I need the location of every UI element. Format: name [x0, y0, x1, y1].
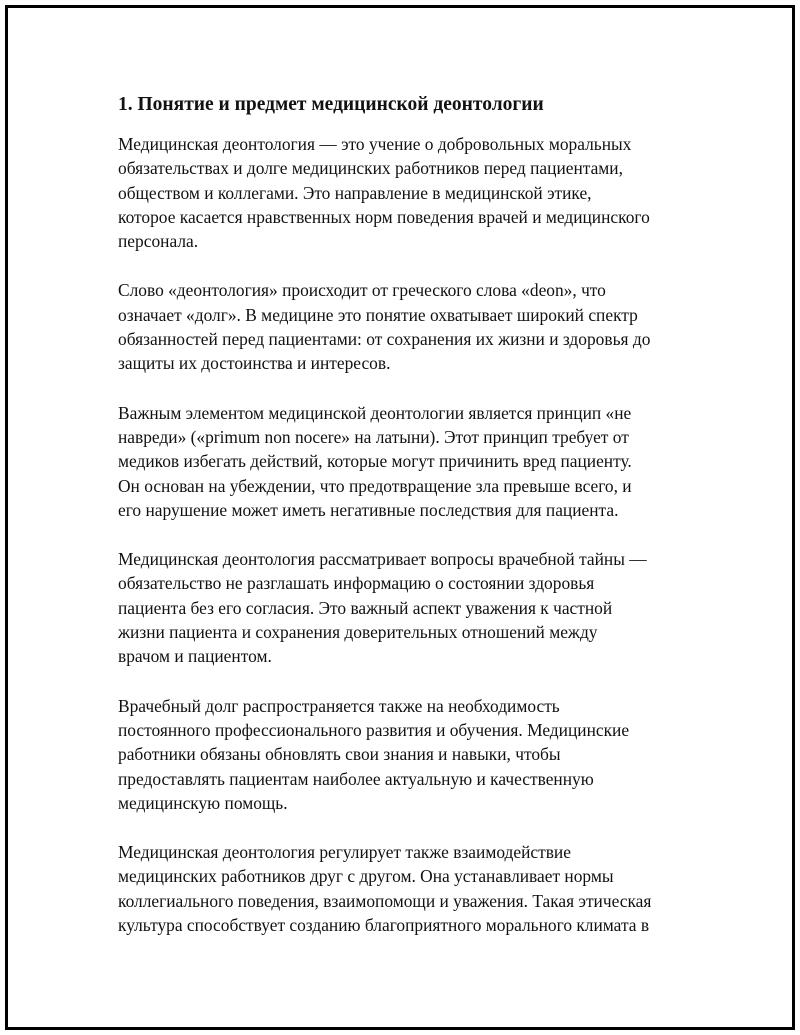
- text-line: Медицинская деонтология регулирует также взаимодействие: [118, 842, 571, 863]
- text-line: коллегиального поведения, взаимопомощи и уважения. Такая этическая: [118, 890, 652, 911]
- text-line: обязательство не разглашать информацию о состоянии здоровья: [118, 573, 595, 594]
- text-line: жизни пациента и сохранения доверительных отношений между: [118, 622, 598, 643]
- paragraph-do-no-harm: [118, 401, 698, 522]
- text-line: которое касается нравственных норм поведения врачей и медицинского: [118, 206, 650, 227]
- section-heading: 1. Понятие и предмет медицинской деонтологии: [118, 94, 544, 115]
- text-line: Слово «деонтология» происходит от греческого слова «deon», что: [118, 280, 606, 301]
- text-line: Важным элементом медицинской деонтологии является принцип «не: [118, 402, 632, 423]
- text-line: врачом и пациентом.: [118, 646, 272, 667]
- text-line: Врачебный долг распространяется также на необходимость: [118, 695, 560, 716]
- paragraph-etymology: [118, 278, 698, 375]
- document-body: [118, 92, 698, 962]
- paragraph-collegial-relations: [118, 840, 698, 937]
- text-line: обязанностей перед пациентами: от сохранения их жизни и здоровья до: [118, 329, 651, 350]
- text-line: персонала.: [118, 231, 199, 252]
- paragraph-definition: [118, 132, 698, 253]
- text-line: работники обязаны обновлять свои знания и навыки, чтобы: [118, 744, 561, 765]
- paragraph-professional-development: [118, 694, 698, 815]
- text-line: постоянного профессионального развития и обучения. Медицинские: [118, 719, 630, 740]
- text-line: пациента без его согласия. Это важный аспект уважения к частной: [118, 597, 613, 618]
- text-line: обязательствах и долге медицинских работников перед пациентами,: [118, 158, 623, 179]
- text-line: медицинских работников друг с другом. Она устанавливает нормы: [118, 866, 614, 887]
- text-line: Медицинская деонтология — это учение о добровольных моральных: [118, 134, 632, 154]
- text-line: его нарушение может иметь негативные последствия для пациента.: [118, 499, 619, 520]
- text-line: защиты их достоинства и интересов.: [118, 353, 391, 374]
- text-line: Он основан на убеждении, что предотвращение зла превыше всего, и: [118, 475, 632, 496]
- text-line: навреди» («primum non nocere» на латыни). Этот принцип требует от: [118, 426, 629, 447]
- text-line: медиков избегать действий, которые могут причинить вред пациенту.: [118, 451, 632, 472]
- text-line: предоставлять пациентам наиболее актуальную и качественную: [118, 768, 594, 789]
- text-line: медицинскую помощь.: [118, 792, 288, 813]
- text-line: Медицинская деонтология рассматривает вопросы врачебной тайны —: [118, 549, 647, 570]
- text-line: обществом и коллегами. Это направление в медицинской этике,: [118, 182, 592, 203]
- text-line: культура способствует созданию благоприятного морального климата в: [118, 915, 650, 936]
- paragraph-confidentiality: [118, 547, 698, 668]
- text-line: означает «долг». В медицине это понятие охватывает широкий спектр: [118, 304, 638, 325]
